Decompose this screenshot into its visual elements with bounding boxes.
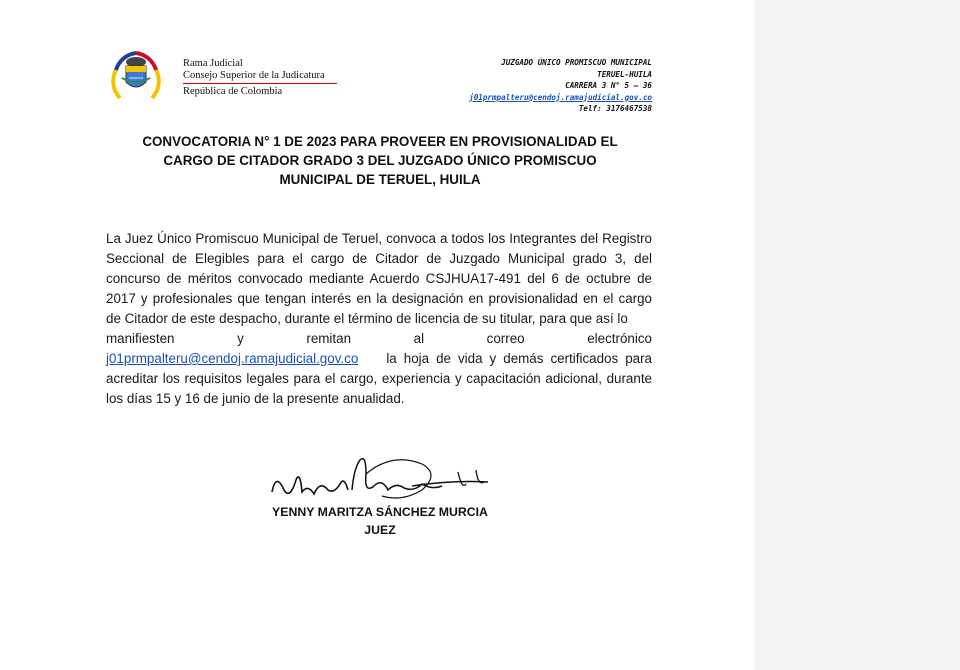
signer-name: YENNY MARITZA SÁNCHEZ MURCIA — [272, 505, 488, 519]
court-address: CARRERA 3 N° 5 – 36 — [565, 81, 652, 90]
branch-name: Rama Judicial — [183, 58, 243, 69]
title-line-1: CONVOCATORIA N° 1 DE 2023 PARA PROVEER EN PROVISIONALIDAD EL — [142, 134, 618, 149]
document-body — [106, 229, 652, 409]
email-link[interactable]: j01prmpalteru@cendoj.ramajudicial.gov.co — [106, 351, 359, 366]
court-city: TERUEL-HUILA — [597, 69, 652, 79]
court-name: JUZGADO ÚNICO PROMISCUO MUNICIPAL — [501, 58, 652, 67]
body-justified-line — [106, 329, 652, 349]
body-word: y — [237, 331, 244, 346]
body-word: al — [413, 331, 425, 346]
body-text-continuation: la hoja de vida y demás certificados para acreditar los requisitos legales para el cargo, experiencia y capacitación adicional, durante los días 15 y 16 de junio de la presente anualidad. — [106, 351, 652, 406]
court-email-link[interactable]: j01prmpalteru@cendoj.ramajudicial.gov.co — [469, 92, 652, 102]
body-paragraph-end — [106, 349, 652, 409]
body-word: remitan — [306, 331, 352, 346]
council-name: Consejo Superior de la Judicatura — [183, 70, 325, 81]
court-contact-block — [469, 57, 652, 115]
body-paragraph-start: La Juez Único Promiscuo Municipal de Teruel, convoca a todos los Integrantes del Registro Seccional de Elegibles para el cargo de Citador de Juzgado Municipal grado 3, del concurso de méritos convocado mediante Acuerdo CSJHUA17-491 del 6 de octubre de 2017 y profesionales que tengan interés en la designación en provisionalidad en el cargo de Citador de este despacho, durante el término de licencia de su titular, para que así lo — [106, 231, 652, 326]
court-phone: Telf: 3176467538 — [578, 104, 652, 113]
document-title — [110, 132, 650, 189]
judicial-branch-logo-text — [183, 58, 337, 98]
body-word: electrónico — [587, 331, 652, 346]
title-line-2: CARGO DE CITADOR GRADO 3 DEL JUZGADO ÚNICO PROMISCUO — [163, 153, 597, 168]
colombia-coat-of-arms-icon — [108, 48, 164, 104]
title-line-3: MUNICIPAL DE TERUEL, HUILA — [279, 172, 481, 187]
body-word: manifiesten — [106, 331, 175, 346]
body-word: correo — [486, 331, 525, 346]
red-rule-divider — [183, 83, 337, 84]
svg-text:LIBERTAD: LIBERTAD — [128, 76, 144, 80]
signer-block — [255, 503, 505, 539]
country-name: República de Colombia — [183, 86, 283, 97]
signer-role: JUEZ — [364, 523, 396, 537]
